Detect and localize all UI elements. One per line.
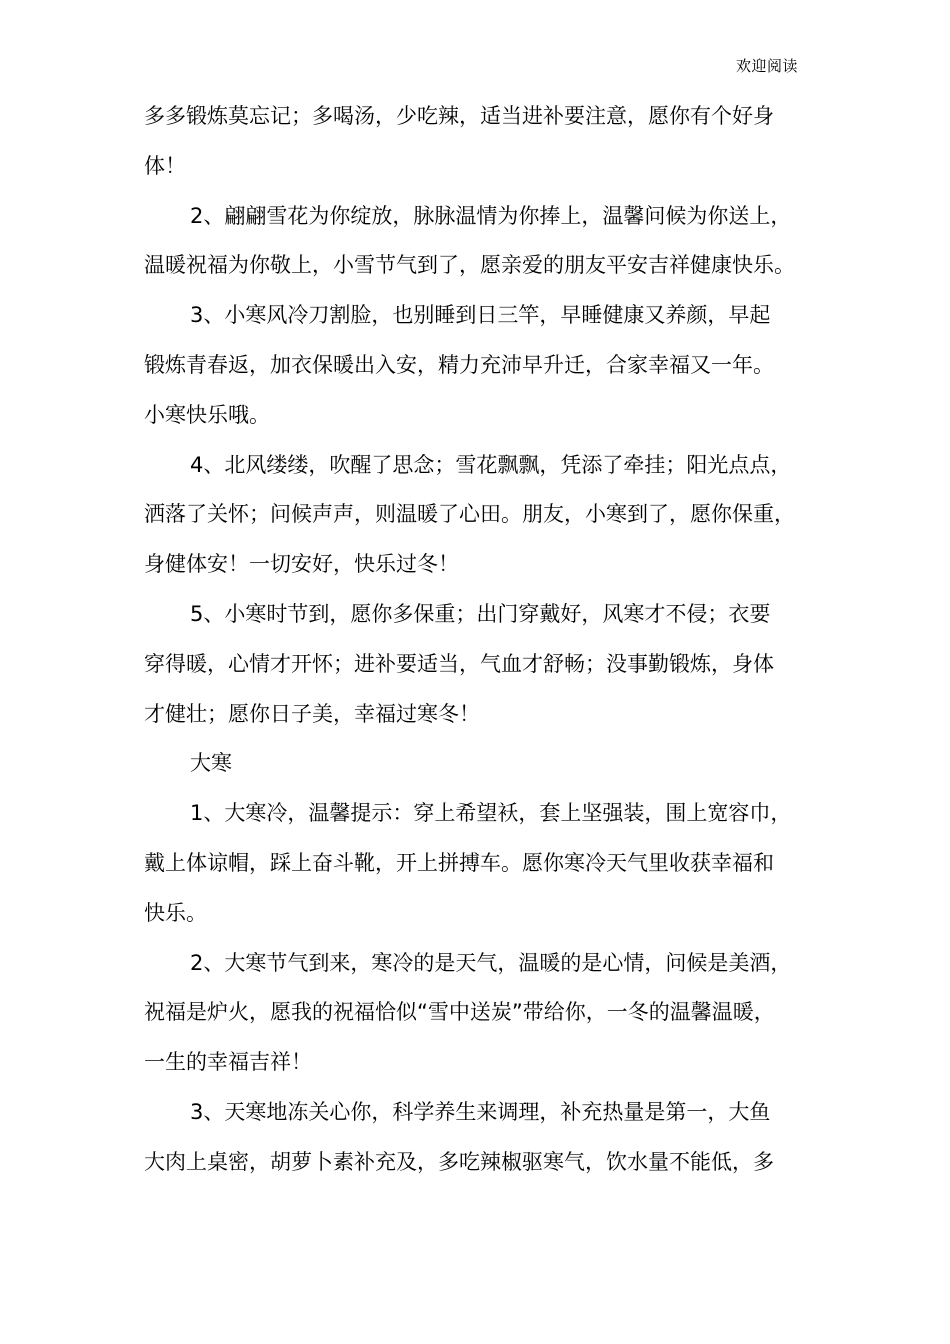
text-line: 温暖祝福为你敬上，小雪节气到了，愿亲爱的朋友平安吉祥健康快乐。 (144, 253, 795, 278)
text-line: 洒落了关怀；问候声声，则温暖了心田。朋友，小寒到了，愿你保重， (144, 502, 795, 527)
text-line: 戴上体谅帽，踩上奋斗靴，开上拼搏车。愿你寒冷天气里收获幸福和 (144, 850, 774, 875)
text-line: 身健体安！一切安好，快乐过冬！ (144, 552, 459, 577)
text-line: 快乐。 (144, 900, 207, 925)
paragraph-start-line: 2、大寒节气到来，寒冷的是天气，温暖的是心情，问候是美酒， (190, 950, 792, 975)
text-line: 锻炼青春返，加衣保暖出入安，精力充沛早升迁，合家幸福又一年。 (144, 352, 774, 377)
text-line: 一生的幸福吉祥！ (144, 1050, 312, 1075)
page-header: 欢迎阅读 (735, 57, 798, 75)
text-line: 小寒快乐哦。 (144, 402, 270, 427)
paragraph-start-line: 3、小寒风冷刀割脸，也别睡到日三竿，早睡健康又养颜，早起 (190, 303, 771, 328)
section-heading: 大寒 (190, 751, 232, 776)
paragraph-start-line: 3、天寒地冻关心你，科学养生来调理，补充热量是第一，大鱼 (190, 1099, 771, 1124)
paragraph-start-line: 2、翩翩雪花为你绽放，脉脉温情为你捧上，温馨问候为你送上， (190, 203, 792, 228)
text-line: 祝福是炉火，愿我的祝福恰似“雪中送炭”带给你，一冬的温馨温暖， (144, 1000, 775, 1025)
document-body (144, 92, 824, 1188)
text-line: 体！ (144, 153, 186, 178)
paragraph-start-line: 4、北风缕缕，吹醒了思念；雪花飘飘，凭添了牵挂；阳光点点， (190, 452, 792, 477)
text-line: 大肉上桌密，胡萝卜素补充及，多吃辣椒驱寒气，饮水量不能低，多 (144, 1149, 774, 1174)
text-line: 穿得暖，心情才开怀；进补要适当，气血才舒畅；没事勤锻炼，身体 (144, 651, 774, 676)
text-line: 多多锻炼莫忘记；多喝汤，少吃辣，适当进补要注意，愿你有个好身 (144, 104, 774, 128)
paragraph-start-line: 5、小寒时节到，愿你多保重；出门穿戴好，风寒才不侵；衣要 (190, 601, 771, 626)
text-line: 才健壮；愿你日子美，幸福过寒冬！ (144, 701, 480, 726)
paragraph-start-line: 1、大寒冷，温馨提示：穿上希望袄，套上坚强装，围上宽容巾， (190, 801, 792, 826)
